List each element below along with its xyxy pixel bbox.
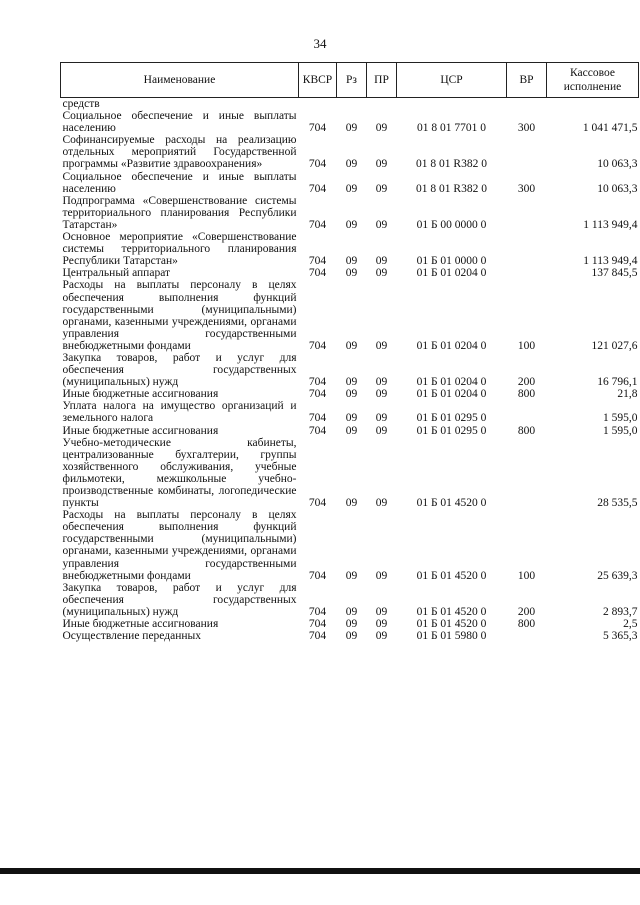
cell-name: Иные бюджетные ассигнования (62, 424, 219, 437)
cell-name: Уплата налога на имущество организаций и земельного налога (62, 400, 297, 425)
cell-rz: 09 (345, 630, 358, 643)
cell-pr: 09 (375, 424, 388, 437)
cell-name: Закупка товаров, работ и услуг для обеспечения государственных (муниципальных) нужд (62, 581, 297, 618)
cell-name: Учебно-методические кабинеты, централизованные бухгалтерии, группы хозяйственного обслуживания, учебные фильмотеки, межшкольные учебно-производственные комбинаты, логопедические пункты (62, 436, 297, 510)
cell-csr (397, 98, 507, 111)
table-row (61, 231, 639, 267)
cell-pr: 09 (375, 412, 388, 425)
cell-kvsr: 704 (308, 218, 327, 231)
cell-kvsr: 704 (308, 605, 327, 618)
cell-pr: 09 (375, 122, 388, 135)
header-sum: Кассовое исполнение (547, 63, 639, 98)
cell-name: Софинансируемые расходы на реализацию отдельных мероприятий Государственной программы «Развитие здравоохранения» (62, 134, 297, 171)
cell-pr: 09 (375, 255, 388, 268)
cell-kvsr (299, 98, 337, 111)
cell-sum: 10 063,3 (597, 182, 638, 195)
cell-csr: 01 Б 01 0295 0 (416, 412, 487, 425)
cell-rz: 09 (345, 388, 358, 401)
cell-kvsr: 704 (308, 255, 327, 268)
cell-csr: 01 Б 01 4520 0 (416, 605, 487, 618)
cell-sum: 1 595,0 (603, 424, 638, 437)
cell-sum (547, 98, 639, 111)
table-row (61, 618, 639, 630)
cell-pr: 09 (375, 158, 388, 171)
cell-pr: 09 (375, 376, 388, 389)
cell-rz: 09 (345, 122, 358, 135)
cell-rz: 09 (345, 605, 358, 618)
cell-pr: 09 (375, 267, 388, 280)
cell-kvsr: 704 (308, 569, 327, 582)
table-row (61, 171, 639, 195)
cell-pr: 09 (375, 218, 388, 231)
cell-sum: 1 113 949,4 (583, 255, 638, 268)
cell-vr: 800 (517, 388, 536, 401)
cell-csr: 01 Б 01 0000 0 (416, 255, 487, 268)
cell-sum: 21,8 (617, 388, 638, 401)
cell-vr (507, 267, 547, 279)
cell-kvsr: 704 (308, 388, 327, 401)
cell-name: Центральный аппарат (62, 267, 171, 280)
cell-sum: 1 113 949,4 (583, 218, 638, 231)
cell-name: Подпрограмма «Совершенствование системы территориального планирования Республики Татарстан» (62, 194, 297, 231)
cell-vr (507, 630, 547, 642)
cell-rz: 09 (345, 218, 358, 231)
cell-sum: 10 063,3 (597, 158, 638, 171)
table-row (61, 437, 639, 510)
header-kvsr: КВСР (299, 63, 337, 98)
table-row (61, 352, 639, 388)
cell-csr: 01 Б 01 0204 0 (416, 339, 487, 352)
cell-name: Иные бюджетные ассигнования (62, 618, 219, 631)
table-row (61, 195, 639, 231)
cell-kvsr: 704 (308, 122, 327, 135)
cell-name: Иные бюджетные ассигнования (62, 388, 219, 401)
table-row (61, 425, 639, 437)
table-body (61, 98, 639, 643)
cell-pr: 09 (375, 339, 388, 352)
cell-name: Социальное обеспечение и иные выплаты населению (62, 110, 297, 135)
cell-pr: 09 (375, 497, 388, 510)
cell-vr: 100 (517, 569, 536, 582)
cell-rz: 09 (345, 339, 358, 352)
cell-vr (507, 400, 547, 424)
cell-vr: 100 (517, 339, 536, 352)
cell-csr: 01 Б 01 0204 0 (416, 388, 487, 401)
cell-kvsr: 704 (308, 182, 327, 195)
cell-vr: 800 (517, 618, 536, 631)
table-row (61, 279, 639, 352)
table-row (61, 134, 639, 170)
cell-csr: 01 8 01 R382 0 (416, 158, 487, 171)
cell-rz: 09 (345, 569, 358, 582)
header-pr: ПР (367, 63, 397, 98)
cell-name: Основное мероприятие «Совершенствование системы территориального планирования Республики Татарстан» (62, 231, 297, 268)
cell-vr: 300 (517, 122, 536, 135)
cell-csr: 01 Б 01 5980 0 (416, 630, 487, 643)
budget-table (60, 62, 639, 642)
cell-sum: 1 041 471,5 (582, 122, 638, 135)
cell-vr: 300 (517, 182, 536, 195)
table-row (61, 400, 639, 424)
cell-vr: 200 (517, 376, 536, 389)
cell-sum: 25 639,3 (597, 569, 638, 582)
cell-vr (507, 195, 547, 231)
cell-sum: 2,5 (623, 618, 638, 631)
table-row (61, 582, 639, 618)
cell-csr: 01 Б 01 4520 0 (416, 618, 487, 631)
cell-name: Расходы на выплаты персоналу в целях обеспечения выполнения функций государственными (муниципальными) органами, казенными учреждениями, органами управления государственными внебюджетными фондами (62, 509, 297, 582)
header-name: Наименование (61, 63, 299, 98)
budget-table-container (60, 62, 638, 642)
cell-pr: 09 (375, 618, 388, 631)
cell-kvsr: 704 (308, 267, 327, 280)
cell-name: Закупка товаров, работ и услуг для обеспечения государственных (муниципальных) нужд (62, 351, 297, 389)
cell-csr: 01 Б 01 4520 0 (416, 497, 487, 510)
cell-kvsr: 704 (308, 339, 327, 352)
cell-pr (367, 98, 397, 111)
cell-vr: 200 (517, 605, 536, 618)
cell-csr: 01 Б 00 0000 0 (416, 218, 487, 231)
cell-rz (337, 98, 367, 111)
cell-kvsr: 704 (308, 376, 327, 389)
cell-sum: 28 535,5 (597, 497, 638, 510)
page-number: 34 (313, 36, 327, 51)
cell-rz: 09 (345, 412, 358, 425)
cell-kvsr: 704 (308, 412, 327, 425)
cell-sum: 16 796,1 (597, 376, 638, 389)
cell-pr: 09 (375, 569, 388, 582)
cell-rz: 09 (345, 497, 358, 510)
cell-vr (507, 437, 547, 510)
cell-rz: 09 (345, 182, 358, 195)
cell-csr: 01 Б 01 0204 0 (416, 376, 487, 389)
cell-csr: 01 8 01 R382 0 (416, 182, 487, 195)
table-row (61, 509, 639, 582)
cell-pr: 09 (375, 388, 388, 401)
cell-name: Осуществление переданных (62, 630, 201, 643)
header-row (61, 63, 639, 98)
cell-csr: 01 8 01 7701 0 (417, 122, 486, 135)
cell-rz: 09 (345, 158, 358, 171)
cell-csr: 01 Б 01 0295 0 (416, 424, 487, 437)
bottom-scan-border (0, 868, 640, 874)
cell-name: Расходы на выплаты персоналу в целях обеспечения выполнения функций государственными (муниципальными) органами, казенными учреждениями, органами управления государственными внебюджетными фондами (62, 279, 297, 352)
cell-sum: 121 027,6 (591, 339, 638, 352)
header-vr: ВР (507, 63, 547, 98)
cell-vr: 800 (517, 424, 536, 437)
table-row (61, 630, 639, 642)
header-csr: ЦСР (397, 63, 507, 98)
cell-kvsr: 704 (308, 424, 327, 437)
cell-csr: 01 Б 01 0204 0 (416, 267, 487, 280)
cell-kvsr: 704 (308, 158, 327, 171)
table-row (61, 388, 639, 400)
cell-csr: 01 Б 01 4520 0 (416, 569, 487, 582)
cell-rz: 09 (345, 267, 358, 280)
cell-rz: 09 (345, 255, 358, 268)
cell-sum: 1 595,0 (603, 412, 638, 425)
cell-rz: 09 (345, 618, 358, 631)
cell-pr: 09 (375, 605, 388, 618)
cell-sum: 5 365,3 (603, 630, 638, 643)
cell-vr (507, 231, 547, 267)
cell-pr: 09 (375, 182, 388, 195)
table-row (61, 110, 639, 134)
table-row (61, 98, 639, 111)
cell-pr: 09 (375, 630, 388, 643)
cell-name: Социальное обеспечение и иные выплаты населению (62, 170, 297, 195)
cell-sum: 2 893,7 (603, 605, 638, 618)
table-header (61, 63, 639, 98)
header-rz: Рз (337, 63, 367, 98)
cell-vr (507, 134, 547, 170)
table-row (61, 267, 639, 279)
cell-kvsr: 704 (308, 618, 327, 631)
cell-vr (507, 98, 547, 111)
cell-sum: 137 845,5 (591, 267, 638, 280)
cell-name: средств (62, 98, 100, 110)
cell-rz: 09 (345, 376, 358, 389)
cell-kvsr: 704 (308, 630, 327, 643)
cell-kvsr: 704 (308, 497, 327, 510)
cell-rz: 09 (345, 424, 358, 437)
